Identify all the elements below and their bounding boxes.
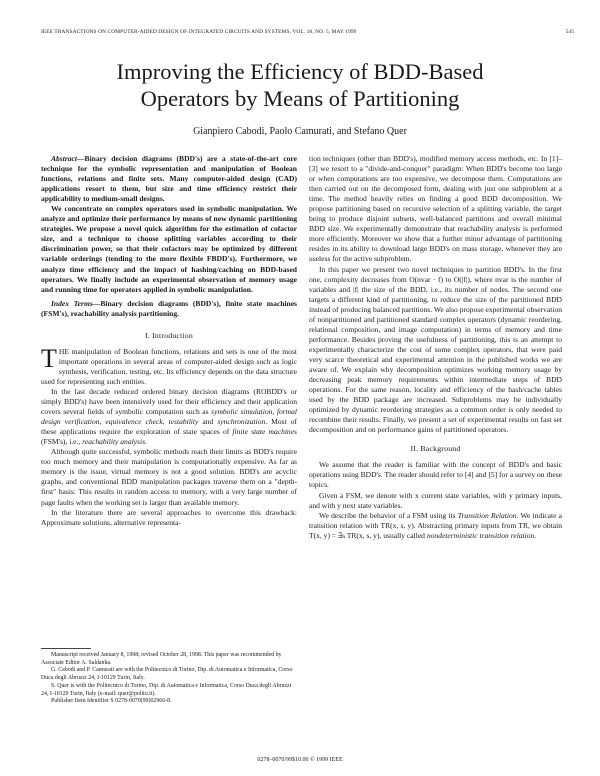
intro-text-2a: In the last decade reduced ordered binary decision diagrams (ROBDD's or simply BDD's) have been intensively used for their efficiency and their application covers several fields of symbolic computation such as (41, 386, 297, 417)
index-terms (41, 299, 297, 319)
page-number: 545 (565, 29, 574, 35)
intro-text-2e: . (145, 437, 147, 447)
drop-cap-letter: T (41, 343, 57, 373)
intro-text-2-italic-4: reachability analysis (82, 437, 146, 447)
right-paragraph-2: In this paper we present two novel techniques to partition BDD's. In the first one, complexity decreases from O(nvar · f) to O(|f|), where nvar is the number of variables and |f| the size of the BDD, i.e., its number of nodes. The second one targets a different kind of partitioning, to reduce the size of the partitioned BDD instead of producing balanced partitions. We also propose experimental observation of nonpartitioned and partitioned standard complex operators (dynamic reordering, relational composition, and image computation) in terms of memory and time performance. Besides proving the usefulness of partitioning, this is an attempt to experimentally characterize the cost of some complex operators, that were paid very scarce theoretical and experimental attention in the published works we are aware of. We explain why decomposition optimizes working memory usage by decreasing peak memory requirements within intermediate steps of BDD operations. For the same reason, locality and efficiency of the hash/cache tables used by the BDD package are increased. Subproblems may be individually optimized by dynamic reordering strategies as a common order is only needed to recombine their results. Finally, we present a set of experimental results on fast set decomposition and on performance gains of partitioned operators. (309, 264, 562, 435)
title-line-1: Improving the Efficiency of BDD-Based (116, 59, 484, 84)
abstract-text-1: Binary decision diagrams (BDD's) are a state-of-the-art core technique for the symbolic representation and manipulation of Boolean functions, relations and finite sets. Many computer-aided design (CAD) applications resort to them, but size and time efficiency restrict their applicability to medium-small designs. (41, 154, 297, 204)
section-heading-background: II. Background (410, 444, 461, 454)
intro-text-2-italic-2: synchronization (217, 417, 266, 427)
index-terms-text: Binary decision diagrams (BDD's), finite state machines (FSM's), reachability analysis partitioning. (41, 298, 297, 318)
footnote-publisher-id: Publisher Item Identifier S 0278-0070(99)02966-8. (51, 698, 172, 705)
right-column (309, 154, 562, 541)
abstract-lead: Abstract— (51, 154, 85, 163)
bg-text-3c: . (534, 530, 537, 540)
intro-text-2c: . Most of these applications require the exploration of state spaces of (41, 417, 297, 437)
author-list: Gianpiero Cabodi, Paolo Camurati, and Stefano Quer (193, 126, 407, 137)
intro-text-2b: and (198, 417, 218, 427)
bg-text-3-italic-2: nondeterministic transition relation (426, 530, 535, 540)
section-heading-introduction: I. Introduction (144, 330, 194, 340)
footnote-rule (41, 648, 91, 649)
background-paragraph-1: We assume that the reader is familiar with the concept of BDD's and basic operations using BDD's. The reader should refer to [4] and [5] for a survey on these topics. (309, 460, 562, 490)
bg-text-3a: We describe the behavior of a FSM using its (319, 510, 458, 520)
footnote-manuscript: Manuscript received January 8, 1998; revised October 28, 1998. This paper was recommended by Associate Editor A. Saldanha. (41, 652, 282, 666)
right-paragraph-1: tion techniques (other than BDD's), modified memory access methods, etc. In [1]–[3] we resort to a "divide-and-conquer" paradigm: When BDD's become too large or when computations are too expensive, we decompose them. Computations are then carried out on the decomposed form, dealing with just one subproblem at a time. The method heavily relies on finding a good BDD decomposition. We propose partitioning based on recursive selection of a splitting variable, the target being to produce disjoint subsets, well-balanced partitions and overall minimal BDD size. We experimentally demonstrate that reachability analysis is performed more efficiently. Moreover we show that a further minor advantage of partitioning resides in its ability to download large BDD's on mass storage, whenever they are useless for the active subproblem. (309, 154, 562, 264)
index-terms-lead: Index Terms— (51, 298, 101, 308)
intro-text-2-italic-3: finite state machines (232, 427, 297, 437)
footnote-affiliation-1: G. Cabodi and P. Camurati are with the Politecnico di Torino, Dip. di Automatica e Informatica, Corso Duca degli Abruzzi 24, I-10129 Turin, Italy. (41, 667, 293, 682)
background-paragraph-3 (309, 511, 562, 541)
abstract-paragraph-2: We concentrate on complex operators used in symbolic manipulation. We analyze and optimize their performance by means of new dynamic partitioning strategies. We propose a novel quick algorithm for the estimation of cofactor size, and a technique to choose splitting variables according to their discrimination power, so that their cofactors may be optimized by different variable orderings (tending to the more flexible FBDD's). Furthermore, we analyze time efficiency and the impact of hashing/caching on BDD-based operators. We finally include an experimental observation of memory usage and running time for operators applied in symbolic manipulation. (41, 204, 297, 294)
running-head (41, 29, 574, 35)
copyright-line: 0278–0070/99$10.00 © 1999 IEEE (257, 757, 343, 763)
background-paragraph-2: Given a FSM, we denote with x current state variables, with y primary inputs, and with y next state variables. (309, 490, 562, 510)
paper-title (0, 58, 600, 112)
left-column (41, 154, 297, 528)
bg-text-3b: . We indicate a transition relation with TR(x, s, y). Abstracting primary inputs from TR, we obtain T(x, y) = ∃s TR(x, s, y), usually called (309, 510, 563, 540)
footnotes (41, 652, 297, 706)
abstract-paragraph-1 (41, 154, 297, 204)
intro-paragraph-1 (41, 343, 297, 387)
intro-text-1: HE manipulation of Boolean functions, relations and sets is one of the most important operations in several areas of computer-aided design such as logic synthesis, verification, testing, etc. Its efficiency depends on the data structure used for representing such entities. (41, 346, 297, 386)
intro-paragraph-4: In the literature there are several approaches to overcome this drawback: Approximate solutions, alternative representa- (41, 507, 297, 527)
title-line-2: Operators by Means of Partitioning (140, 86, 460, 111)
journal-header: IEEE TRANSACTIONS ON COMPUTER-AIDED DESIGN OF INTEGRATED CIRCUITS AND SYSTEMS, VOL. 18, NO. 5, MAY 1999 (41, 29, 357, 35)
intro-paragraph-2 (41, 387, 297, 447)
intro-paragraph-3: Although quite successful, symbolic methods reach their limits as BDD's require too much memory and their manipulation is computationally expensive. As far as memory is the issue, virtual memory is not a good solution. BDD's are acyclic graphs, and conventional BDD manipulation packages traverse them on a "depth-first" basis: This results in random access to memory, with a very large number of page faults when the working set is larger than available memory. (41, 447, 297, 507)
bg-text-3-italic-1: Transition Relation (457, 510, 517, 520)
intro-text-2-italic-1: symbolic simulation, formal design verification, equivalence check, testability (41, 407, 297, 427)
footnote-affiliation-2: S. Quer is with the Politecnico di Torino, Dip. di Automatica e Informatica, Corso Duca degli Abruzzi 24, I-10129 Turin, Italy (e-mail: quer@polito.it). (41, 682, 292, 697)
intro-text-2d: (FSM's), i.e., (41, 437, 83, 447)
